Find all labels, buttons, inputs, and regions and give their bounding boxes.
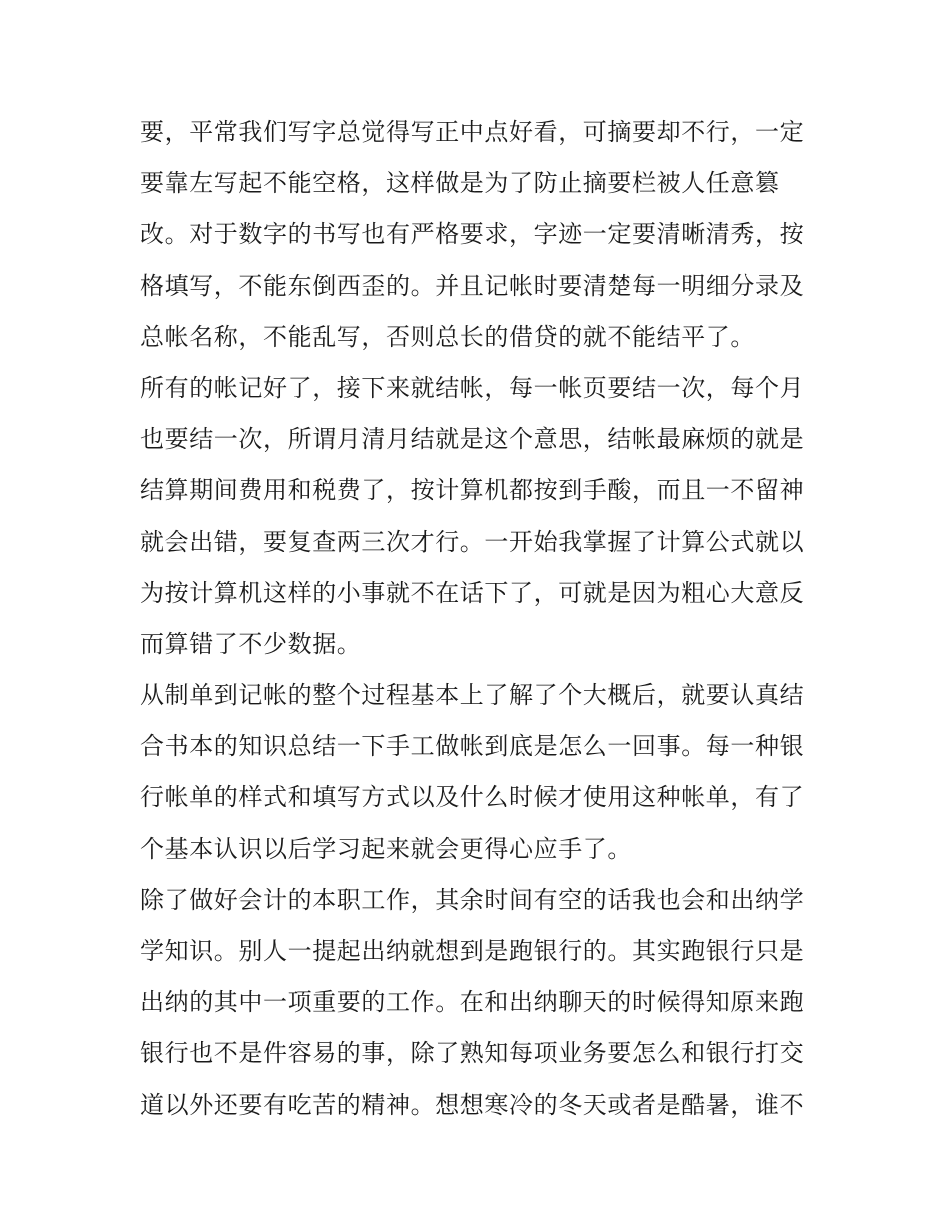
text-line: 改。对于数字的书写也有严格要求，字迹一定要清晰清秀，按	[140, 220, 805, 249]
text-line: 除了做好会计的本职工作，其余时间有空的话我也会和出纳学	[140, 885, 805, 914]
text-line: 个基本认识以后学习起来就会更得心应手了。	[140, 834, 632, 863]
text-line: 合书本的知识总结一下手工做帐到底是怎么一回事。每一种银	[140, 732, 805, 761]
text-line: 银行也不是件容易的事，除了熟知每项业务要怎么和银行打交	[140, 1039, 805, 1068]
text-line: 也要结一次，所谓月清月结就是这个意思，结帐最麻烦的就是	[140, 425, 805, 454]
text-line: 所有的帐记好了，接下来就结帐，每一帐页要结一次，每个月	[140, 373, 805, 402]
text-line: 结算期间费用和税费了，按计算机都按到手酸，而且一不留神	[140, 476, 805, 505]
text-line: 总帐名称，不能乱写，否则总长的借贷的就不能结平了。	[140, 322, 755, 351]
text-line: 行帐单的样式和填写方式以及什么时候才使用这种帐单，有了	[140, 783, 805, 812]
text-line: 为按计算机这样的小事就不在话下了，可就是因为粗心大意反	[140, 578, 805, 607]
text-line: 格填写，不能东倒西歪的。并且记帐时要清楚每一明细分录及	[140, 271, 805, 300]
text-line: 要靠左写起不能空格，这样做是为了防止摘要栏被人任意篡	[140, 169, 780, 198]
text-line: 要，平常我们写字总觉得写正中点好看，可摘要却不行，一定	[140, 118, 805, 146]
text-line: 出纳的其中一项重要的工作。在和出纳聊天的时候得知原来跑	[140, 988, 805, 1017]
text-line: 道以外还要有吃苦的精神。想想寒冷的冬天或者是酷暑，谁不	[140, 1090, 805, 1119]
body-text	[140, 107, 820, 1131]
text-line: 从制单到记帐的整个过程基本上了解了个大概后，就要认真结	[140, 681, 805, 710]
text-line: 而算错了不少数据。	[140, 629, 362, 658]
text-line: 就会出错，要复查两三次才行。一开始我掌握了计算公式就以	[140, 527, 805, 556]
text-line: 学知识。别人一提起出纳就想到是跑银行的。其实跑银行只是	[140, 937, 805, 965]
